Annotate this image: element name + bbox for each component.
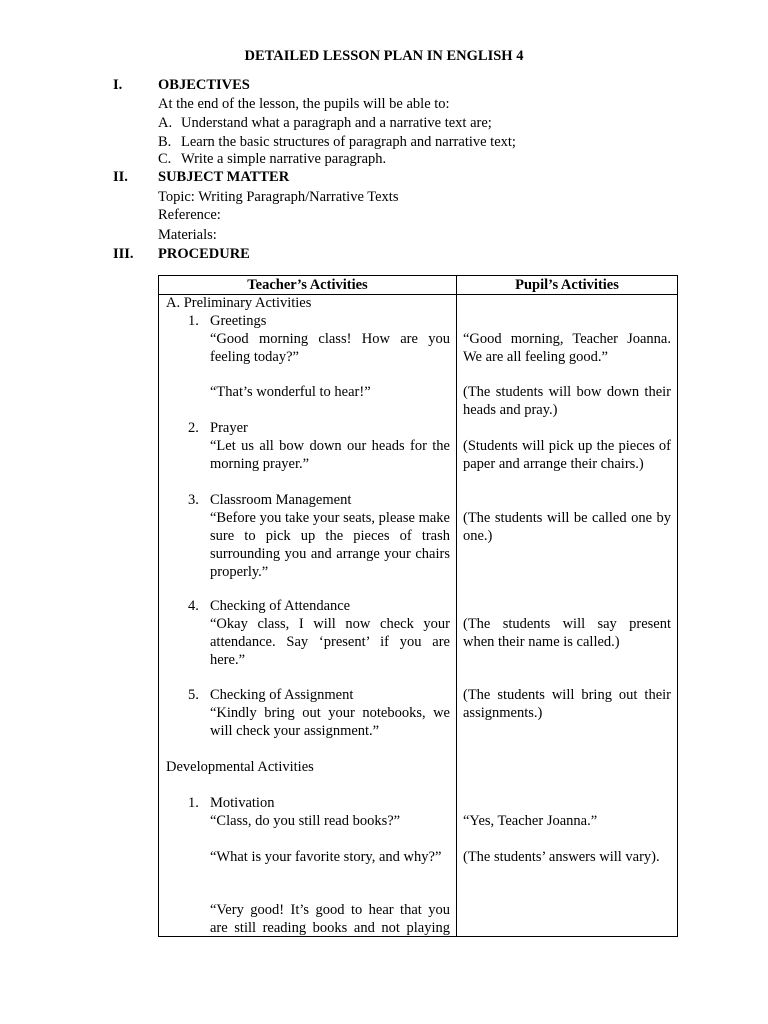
classroom-teacher-line: “Before you take your seats, please make sure to pick up the pieces of trash surrounding you and arrange your chairs properly.” xyxy=(210,510,450,580)
favorite-story-question: “What is your favorite story, and why?” xyxy=(210,849,442,865)
objectives-heading: OBJECTIVES xyxy=(158,77,250,93)
greetings-title: Greetings xyxy=(210,313,267,329)
motivation-teacher-praise-line-1: “Very good! It’s good to hear that you xyxy=(210,902,450,918)
step-number: 4. xyxy=(188,598,199,614)
objective-item-a: Understand what a paragraph and a narrative text are; xyxy=(181,115,492,131)
step-number: 5. xyxy=(188,687,199,703)
motivation-title: Motivation xyxy=(210,795,275,811)
step-number: 2. xyxy=(188,420,199,436)
subject-matter-heading: SUBJECT MATTER xyxy=(158,169,290,185)
attendance-pupil-response: (The students will say present when their name is called.) xyxy=(463,616,671,650)
motivation-teacher-praise-line-2: are still reading books and not playing xyxy=(210,920,450,936)
topic-line: Topic: Writing Paragraph/Narrative Texts xyxy=(158,189,399,205)
prayer-pupil-response: (The students will bow down their heads and pray.) xyxy=(463,384,671,418)
assignment-title: Checking of Assignment xyxy=(210,687,354,703)
classroom-pupil-response: (Students will pick up the pieces of paper and arrange their chairs.) xyxy=(463,438,671,472)
assignment-teacher-line: “Kindly bring out your notebooks, we will check your assignment.” xyxy=(210,705,450,739)
objective-letter-c: C. xyxy=(158,151,172,167)
document-title: DETAILED LESSON PLAN IN ENGLISH 4 xyxy=(244,48,524,64)
materials-line: Materials: xyxy=(158,227,217,243)
section-numeral-subject-matter: II. xyxy=(113,169,128,185)
greetings-teacher-line: “Good morning class! How are you feeling today?” xyxy=(210,331,450,365)
objective-item-c: Write a simple narrative paragraph. xyxy=(181,151,387,167)
greetings-pupil-line: “Good morning, Teacher Joanna. We are all feeling good.” xyxy=(463,331,671,365)
classroom-management-title: Classroom Management xyxy=(210,492,352,508)
preliminary-activities-label: A. Preliminary Activities xyxy=(166,295,312,311)
favorite-story-pupil-answer: (The students’ answers will vary). xyxy=(463,849,660,865)
reference-line: Reference: xyxy=(158,207,221,223)
prayer-teacher-line: “Let us all bow down our heads for the morning prayer.” xyxy=(210,438,450,472)
assignment-pupil-response: (The students will bring out their assignments.) xyxy=(463,687,671,721)
column-divider xyxy=(456,276,457,936)
developmental-activities-label: Developmental Activities xyxy=(166,759,314,775)
procedure-table xyxy=(158,275,678,937)
objectives-intro: At the end of the lesson, the pupils will be able to: xyxy=(158,96,450,112)
section-numeral-objectives: I. xyxy=(113,77,123,93)
motivation-teacher-question: “Class, do you still read books?” xyxy=(210,813,401,829)
teacher-column-header: Teacher’s Activities xyxy=(247,277,368,293)
objective-item-b: Learn the basic structures of paragraph and narrative text; xyxy=(181,134,516,150)
procedure-heading: PROCEDURE xyxy=(158,246,250,262)
attendance-teacher-line: “Okay class, I will now check your attendance. Say ‘present’ if you are here.” xyxy=(210,616,450,668)
pupil-column-header: Pupil’s Activities xyxy=(515,277,619,293)
objective-letter-a: A. xyxy=(158,115,173,131)
step-number: 1. xyxy=(188,313,199,329)
prayer-title: Prayer xyxy=(210,420,248,436)
greetings-teacher-reply: “That’s wonderful to hear!” xyxy=(210,384,371,400)
attendance-call-pupil-response: (The students will be called one by one.) xyxy=(463,510,671,544)
section-numeral-procedure: III. xyxy=(113,246,134,262)
step-number: 3. xyxy=(188,492,199,508)
step-number: 1. xyxy=(188,795,199,811)
attendance-title: Checking of Attendance xyxy=(210,598,351,614)
objective-letter-b: B. xyxy=(158,134,172,150)
motivation-pupil-answer: “Yes, Teacher Joanna.” xyxy=(463,813,598,829)
